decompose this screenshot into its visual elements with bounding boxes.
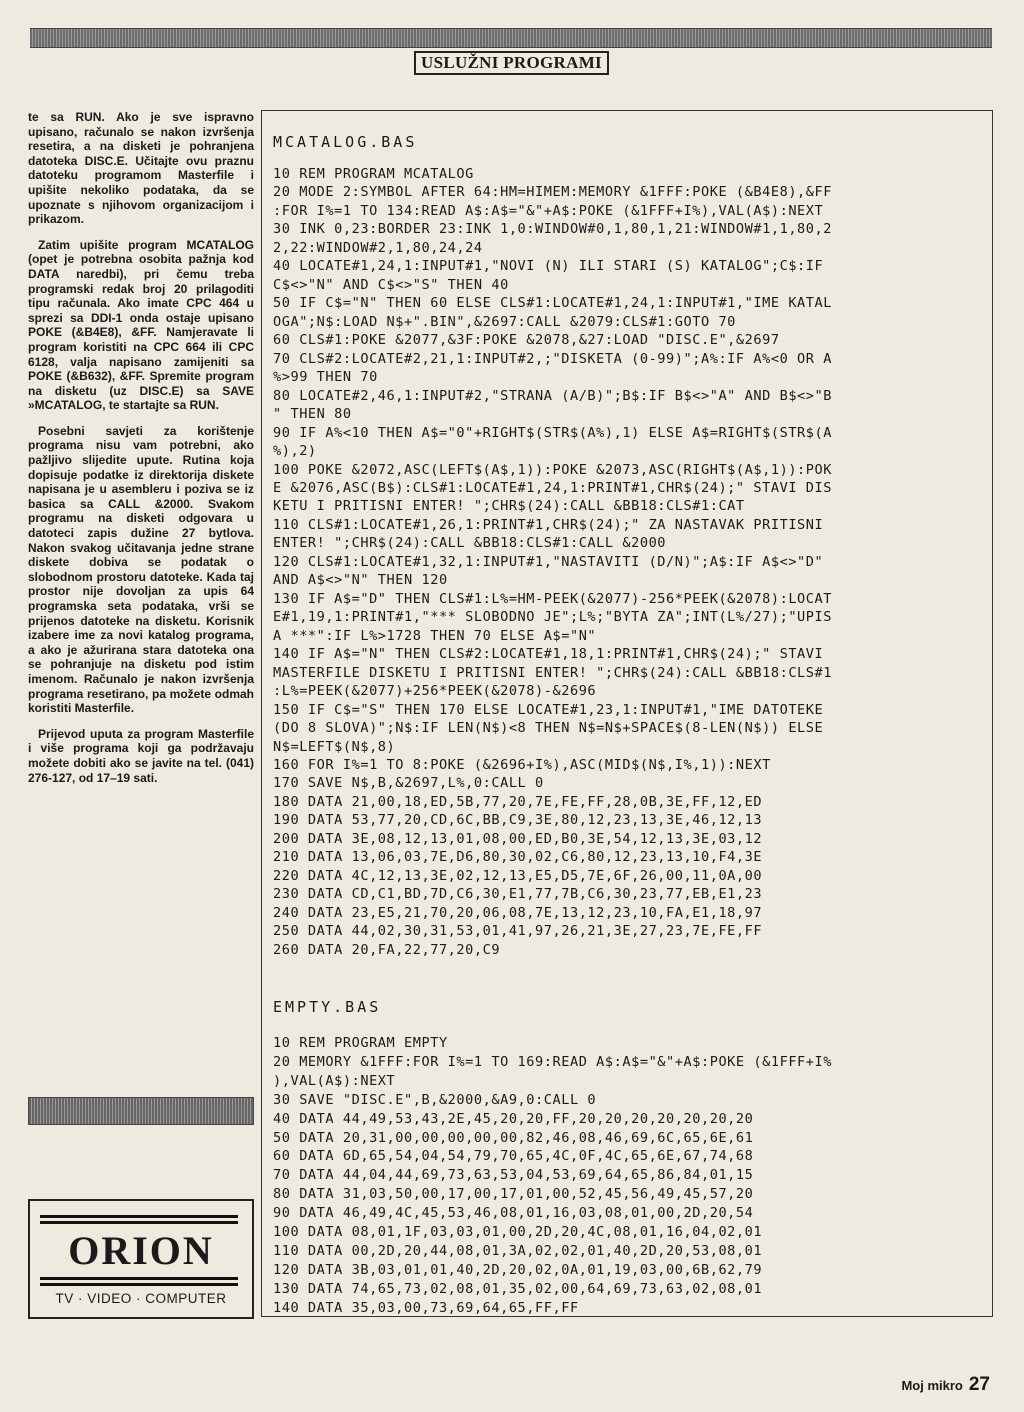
- listing-title-mcatalog: MCATALOG.BAS: [273, 133, 418, 151]
- ad-rule-bottom-2: [40, 1283, 238, 1286]
- ad-rule-bottom: [40, 1277, 238, 1280]
- article-column: [28, 110, 254, 796]
- article-paragraph: Zatim upišite program MCATALOG (opet je potrebna osobita pažnja kod DATA naredbi), pri čemu treba programski redak broj 20 prilagoditi tipu računala. Ako imate CPC 464 u sprezi sa DDI-1 onda ostaje upisano POKE (&B4E8), &FF. Namjeravate li program koristiti na CPC 664 ili CPC 6128, valja napisano zamijeniti sa POKE (&B632), &FF. Spremite program na disketu (uz DISC.E) sa SAVE »MCATALOG, te startajte sa RUN.: [28, 237, 254, 413]
- article-paragraph: Posebni savjeti za korištenje programa nisu vam potrebni, ako pažljivo slijedite upute. Rutina koja dopisuje podatke iz direktorija diskete napisana je u asembleru i poziva se iz basica sa CALL &2000. Svakom programu na disketi odgovara u datoteci zapis dužine 27 bytlova. Nakon svakog učitavanja jedne strane diskete dobiva se podatak o slobodnom prostoru datoteke. Kada taj prostor nije dovoljan za upis 64 programska seta podataka, vrši se prijenos datoteke na disketu. Korisnik izabere ime za novi katalog programa, a ako je ažurirana stara datoteka ona se pohranjuje na disketu pod istim imenom. Računalo je nakon izvršenja programa resetirano, pa možete odmah koristiti Masterfile.: [28, 423, 254, 716]
- orion-logo: ORION: [68, 1228, 214, 1273]
- column-rule: [28, 1097, 254, 1125]
- header-rule: [30, 28, 992, 48]
- listing-code-empty: 10 REM PROGRAM EMPTY 20 MEMORY &1FFF:FOR I%=1 TO 169:READ A$:A$="&"+A$:POKE (&1FFF+I% ),VAL(A$):NEXT 30 SAVE "DISC.E",B,&2000,&A9,0:CALL 0 40 DATA 44,49,53,43,2E,45,20,20,FF,20,20,20,20,20,20,20 50 DATA 20,31,00,00,00,00,00,82,46,08,46,69,6C,65,6E,61 60 DATA 6D,65,54,04,54,79,70,65,4C,0F,4C,65,6E,67,74,68 70 DATA 44,04,44,69,73,63,53,04,53,69,64,65,86,84,01,15 80 DATA 31,03,50,00,17,00,17,01,00,52,45,56,49,45,57,20 90 DATA 46,49,4C,45,53,46,08,01,16,03,08,01,00,2D,20,54 100 DATA 08,01,1F,03,03,01,00,2D,20,4C,08,01,16,04,02,01 110 DATA 00,2D,20,44,08,01,3A,02,02,01,40,2D,20,53,08,01 120 DATA 3B,03,01,01,40,2D,20,02,0A,01,19,03,00,6B,62,79 130 DATA 74,65,73,02,08,01,35,02,00,64,69,73,63,02,08,01 140 DATA 35,03,00,73,69,64,65,FF,FF: [273, 1035, 832, 1316]
- article-paragraph: Prijevod uputa za program Masterfile i više programa koji ga podržavaju možete dobiti ako se javite na tel. (041) 276-127, od 17–19 sati.: [28, 726, 254, 785]
- orion-advertisement: [28, 1199, 254, 1319]
- ad-rule-top-2: [40, 1221, 238, 1224]
- page-number: 27: [968, 1374, 990, 1395]
- magazine-name: Moj mikro: [901, 1378, 963, 1393]
- section-label: USLUŽNI PROGRAMI: [414, 51, 609, 75]
- ad-tagline: TV · VIDEO · COMPUTER: [55, 1291, 227, 1306]
- article-paragraph: te sa RUN. Ako je sve ispravno upisano, računalo se nakon izvršenja resetira, a na disketi je pohranjena datoteka DISC.E. Učitajte ovu praznu datoteku programom Masterfile i upišite nekoliko podataka, da se upoznate s njihovom organizacijom i prikazom.: [28, 110, 254, 227]
- listing-code-mcatalog: 10 REM PROGRAM MCATALOG 20 MODE 2:SYMBOL AFTER 64:HM=HIMEM:MEMORY &1FFF:POKE (&B4E8),&FF :FOR I%=1 TO 134:READ A$:A$="&"+A$:POKE (&1FFF+I%),VAL(A$):NEXT 30 INK 0,23:BORDER 23:INK 1,0:WINDOW#0,1,80,1,21:WINDOW#1,1,80,2 2,22:WINDOW#2,1,80,24,24 40 LOCATE#1,24,1:INPUT#1,"NOVI (N) ILI STARI (S) KATALOG";C$:IF C$<>"N" AND C$<>"S" THEN 40 50 IF C$="N" THEN 60 ELSE CLS#1:LOCATE#1,24,1:INPUT#1,"IME KATAL OGA";N$:LOAD N$+".BIN",&2697:CALL &2079:CLS#1:GOTO 70 60 CLS#1:POKE &2077,&3F:POKE &2078,&27:LOAD "DISC.E",&2697 70 CLS#2:LOCATE#2,21,1:INPUT#2,;"DISKETA (0-99)";A%:IF A%<0 OR A %>99 THEN 70 80 LOCATE#2,46,1:INPUT#2,"STRANA (A/B)";B$:IF B$<>"A" AND B$<>"B " THEN 80 90 IF A%<10 THEN A$="0"+RIGHT$(STR$(A%),1) ELSE A$=RIGHT$(STR$(A %),2) 100 POKE &2072,ASC(LEFT$(A$,1)):POKE &2073,ASC(RIGHT$(A$,1)):POK E &2076,ASC(B$):CLS#1:LOCATE#1,24,1:PRINT#1,CHR$(24);" STAVI DIS KETU I PRITISNI ENTER! ";CHR$(24):CALL &BB18:CLS#1:CAT 110 CLS#1:LOCATE#1,26,1:PRINT#1,CHR$(24);" ZA NASTAVAK PRITISNI ENTER! ";CHR$(24):CALL &BB18:CLS#1:CALL &2000 120 CLS#1:LOCATE#1,32,1:INPUT#1,"NASTAVITI (D/N)";A$:IF A$<>"D" AND A$<>"N" THEN 120 130 IF A$="D" THEN CLS#1:L%=HM-PEEK(&2077)-256*PEEK(&2078):LOCAT E#1,19,1:PRINT#1,"*** SLOBODNO JE";L%;"BYTA ZA";INT(L%/27);"UPIS A ***":IF L%>1728 THEN 70 ELSE A$="N" 140 IF A$="N" THEN CLS#2:LOCATE#1,18,1:PRINT#1,CHR$(24);" STAVI MASTERFILE DISKETU I PRITISNI ENTER! ";CHR$(24):CALL &BB18:CLS#1 :L%=PEEK(&2077)+256*PEEK(&2078)-&2696 150 IF C$="S" THEN 170 ELSE LOCATE#1,23,1:INPUT#1,"IME DATOTEKE (DO 8 SLOVA)";N$:IF LEN(N$)<8 THEN N$=N$+SPACE$(8-LEN(N$)) ELSE N$=LEFT$(N$,8) 160 FOR I%=1 TO 8:POKE (&2696+I%),ASC(MID$(N$,I%,1)):NEXT 170 SAVE N$,B,&2697,L%,0:CALL 0 180 DATA 21,00,18,ED,5B,77,20,7E,FE,FF,28,0B,3E,FF,12,ED 190 DATA 53,77,20,CD,6C,BB,C9,3E,80,12,23,13,3E,46,12,13 200 DATA 3E,08,12,13,01,08,00,ED,B0,3E,54,12,13,3E,03,12 210 DATA 13,06,03,7E,D6,80,30,02,C6,80,12,23,13,10,F4,3E 220 DATA 4C,12,13,3E,02,12,13,E5,D5,7E,6F,26,00,11,0A,00 230 DATA CD,C1,BD,7D,C6,30,E1,77,7B,C6,30,23,77,EB,E1,23 240 DATA 23,E5,21,70,20,06,08,7E,13,12,23,10,FA,E1,18,97 250 DATA 44,02,30,31,53,01,41,97,26,21,3E,27,23,7E,FE,FF 260 DATA 20,FA,22,77,20,C9: [273, 166, 832, 958]
- page-footer: [901, 1374, 990, 1396]
- listing-title-empty: EMPTY.BAS: [273, 998, 382, 1016]
- ad-rule-top: [40, 1215, 238, 1218]
